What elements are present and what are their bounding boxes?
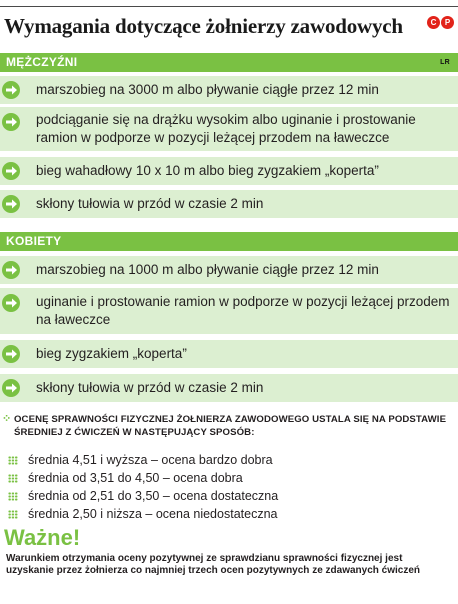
list-item bbox=[0, 157, 458, 185]
list-item bbox=[0, 190, 458, 218]
important-heading: Ważne! bbox=[4, 525, 81, 550]
dotted-bullet-icon bbox=[8, 474, 18, 483]
list-item bbox=[0, 107, 458, 151]
grade-text: średnia 2,50 i niższa – ocena niedostateczna bbox=[28, 507, 278, 521]
arrow-right-icon bbox=[2, 294, 20, 312]
dotted-bullet-icon bbox=[8, 456, 18, 465]
grade-item bbox=[0, 506, 458, 522]
item-text: podciąganie się na drążku wysokim albo uginanie i prostowanie ramion w podporze w pozycji leżącej przodem na ławeczce bbox=[36, 112, 416, 145]
section-title-men: MĘŻCZYŹNI bbox=[6, 55, 78, 69]
list-item bbox=[0, 288, 458, 334]
section-header-women bbox=[0, 232, 458, 251]
arrow-right-icon bbox=[2, 261, 20, 279]
list-item bbox=[0, 374, 458, 402]
arrow-right-icon bbox=[2, 379, 20, 397]
grade-item bbox=[0, 488, 458, 504]
section-header-men bbox=[0, 53, 458, 72]
credit-label: LR bbox=[440, 59, 450, 66]
list-item bbox=[0, 340, 458, 368]
grade-text: średnia 4,51 i wyższa – ocena bardzo dobra bbox=[28, 453, 273, 467]
important-text: Warunkiem otrzymania oceny pozytywnej ze sprawdzianu sprawności fizycznej jest uzyskanie przez żołnierza co najmniej trzech ocen pozytywnych ze zdawanych ćwiczeń bbox=[6, 553, 421, 576]
item-text: bieg wahadłowy 10 x 10 m albo bieg zygzakiem „koperta” bbox=[36, 163, 379, 178]
item-text: marszobieg na 3000 m albo pływanie ciągłe przez 12 min bbox=[36, 82, 379, 97]
item-text: marszobieg na 1000 m albo pływanie ciągłe przez 12 min bbox=[36, 262, 379, 277]
grade-text: średnia od 2,51 do 3,50 – ocena dostateczna bbox=[28, 489, 279, 503]
cp-logo: C P bbox=[427, 16, 454, 29]
arrow-right-icon bbox=[2, 162, 20, 180]
top-rule bbox=[0, 6, 458, 7]
arrow-right-icon bbox=[2, 113, 20, 131]
grade-item bbox=[0, 452, 458, 468]
item-text: skłony tułowia w przód w czasie 2 min bbox=[36, 196, 264, 211]
page-title: Wymagania dotyczące żołnierzy zawodowych bbox=[4, 14, 403, 38]
section-title-women: KOBIETY bbox=[6, 234, 62, 248]
arrow-right-icon bbox=[2, 195, 20, 213]
bullet-icon: ⁘ bbox=[2, 413, 12, 425]
grade-text: średnia od 3,51 do 4,50 – ocena dobra bbox=[28, 471, 243, 485]
assessment-intro bbox=[0, 413, 458, 441]
item-text: bieg zygzakiem „koperta” bbox=[36, 346, 187, 361]
list-item bbox=[0, 76, 458, 104]
item-text: uginanie i prostowanie ramion w podporze w pozycji leżącej przodem na ławeczce bbox=[36, 294, 450, 327]
item-text: skłony tułowia w przód w czasie 2 min bbox=[36, 380, 264, 395]
grade-item bbox=[0, 470, 458, 486]
dotted-bullet-icon bbox=[8, 510, 18, 519]
assessment-intro-text: OCENĘ SPRAWNOŚCI FIZYCZNEJ ŻOŁNIERZA ZAWODOWEGO USTALA SIĘ NA PODSTAWIE ŚREDNIEJ Z ĆWICZEŃ W NASTĘPUJĄCY SPOSÓB: bbox=[14, 414, 447, 438]
arrow-right-icon bbox=[2, 81, 20, 99]
dotted-bullet-icon bbox=[8, 492, 18, 501]
arrow-right-icon bbox=[2, 345, 20, 363]
list-item bbox=[0, 256, 458, 284]
